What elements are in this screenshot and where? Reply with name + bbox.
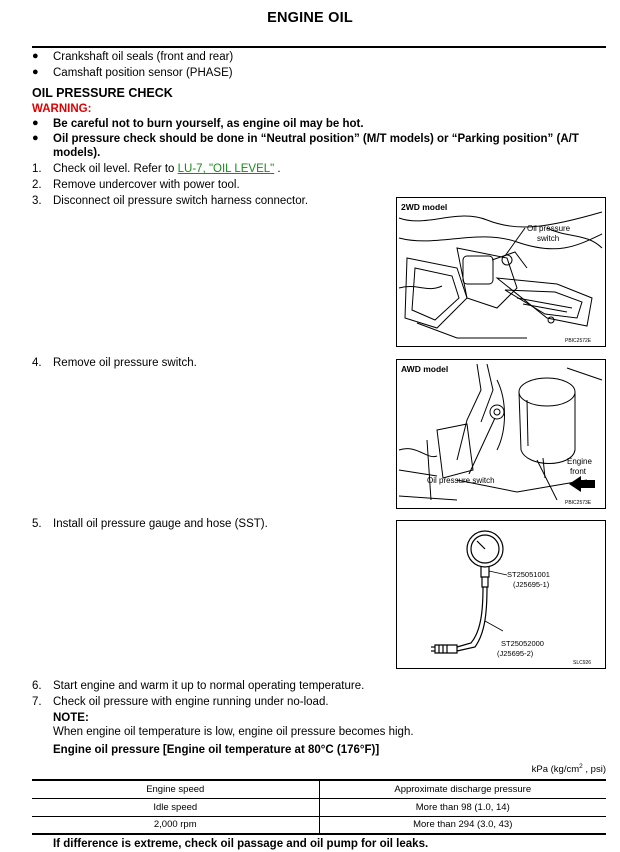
figure-model-label: AWD model bbox=[401, 364, 449, 374]
table-row bbox=[32, 816, 606, 834]
table-cell: 2,000 rpm bbox=[32, 816, 319, 834]
table-cell: More than 294 (3.0, 43) bbox=[319, 816, 606, 834]
engine-front-label: Engine bbox=[567, 457, 592, 466]
unit-label: kPa ($kg/cm^2$ , psi) bbox=[531, 763, 606, 776]
engine-front-arrow-icon bbox=[569, 476, 595, 492]
table-cell: Idle speed bbox=[32, 798, 319, 816]
page-title: ENGINE OIL bbox=[267, 10, 353, 26]
figure-model-label: 2WD model bbox=[401, 202, 448, 212]
bullet-icon: ● bbox=[32, 66, 39, 78]
engine-front-label-2: front bbox=[570, 467, 587, 476]
figure-code: PBIC2573E bbox=[565, 500, 592, 506]
bullet-icon: ● bbox=[32, 117, 39, 129]
oil-pressure-table bbox=[32, 779, 606, 835]
bullet-icon: ● bbox=[32, 50, 39, 62]
spec-heading: Engine oil pressure [Engine oil temperature at 80°C (176°F)] bbox=[53, 744, 380, 756]
note-label: NOTE: bbox=[53, 712, 89, 724]
table-cell: More than 98 (1.0, 14) bbox=[319, 798, 606, 816]
warning-label: WARNING: bbox=[32, 103, 92, 115]
oil-pressure-switch-label-2: switch bbox=[537, 234, 560, 243]
engine-awd-illustration bbox=[397, 360, 604, 507]
oil-pressure-gauge-illustration bbox=[397, 521, 604, 667]
footer-warning: If difference is extreme, check oil passage and oil pump for oil leaks. bbox=[53, 838, 429, 850]
bullet-icon: ● bbox=[32, 132, 39, 144]
figure-gauge-hose bbox=[396, 520, 606, 669]
note-text: When engine oil temperature is low, engine oil pressure becomes high. bbox=[53, 726, 414, 738]
oil-pressure-switch-label: Oil pressure switch bbox=[427, 476, 495, 485]
figure-code: PBIC2572E bbox=[565, 338, 592, 344]
oil-pressure-switch-label: Oil pressure bbox=[527, 224, 571, 233]
tool1-reference: (J25695-1) bbox=[513, 580, 550, 589]
tool1-part-number: ST25051001 bbox=[507, 570, 550, 579]
table-header-row bbox=[32, 780, 606, 798]
oil-level-link[interactable]: LU-7, "OIL LEVEL" bbox=[177, 163, 275, 175]
table-row bbox=[32, 798, 606, 816]
title-rule bbox=[32, 46, 606, 48]
column-header: Approximate discharge pressure bbox=[319, 780, 606, 798]
tool2-part-number: ST25052000 bbox=[501, 639, 544, 648]
tool2-reference: (J25695-2) bbox=[497, 649, 534, 658]
figure-code: SLC926 bbox=[573, 660, 592, 666]
engine-2wd-illustration bbox=[397, 198, 604, 345]
figure-2wd-model bbox=[396, 197, 606, 347]
section-title: OIL PRESSURE CHECK bbox=[32, 86, 173, 100]
column-header: Engine speed bbox=[32, 780, 319, 798]
figure-awd-model bbox=[396, 359, 606, 509]
